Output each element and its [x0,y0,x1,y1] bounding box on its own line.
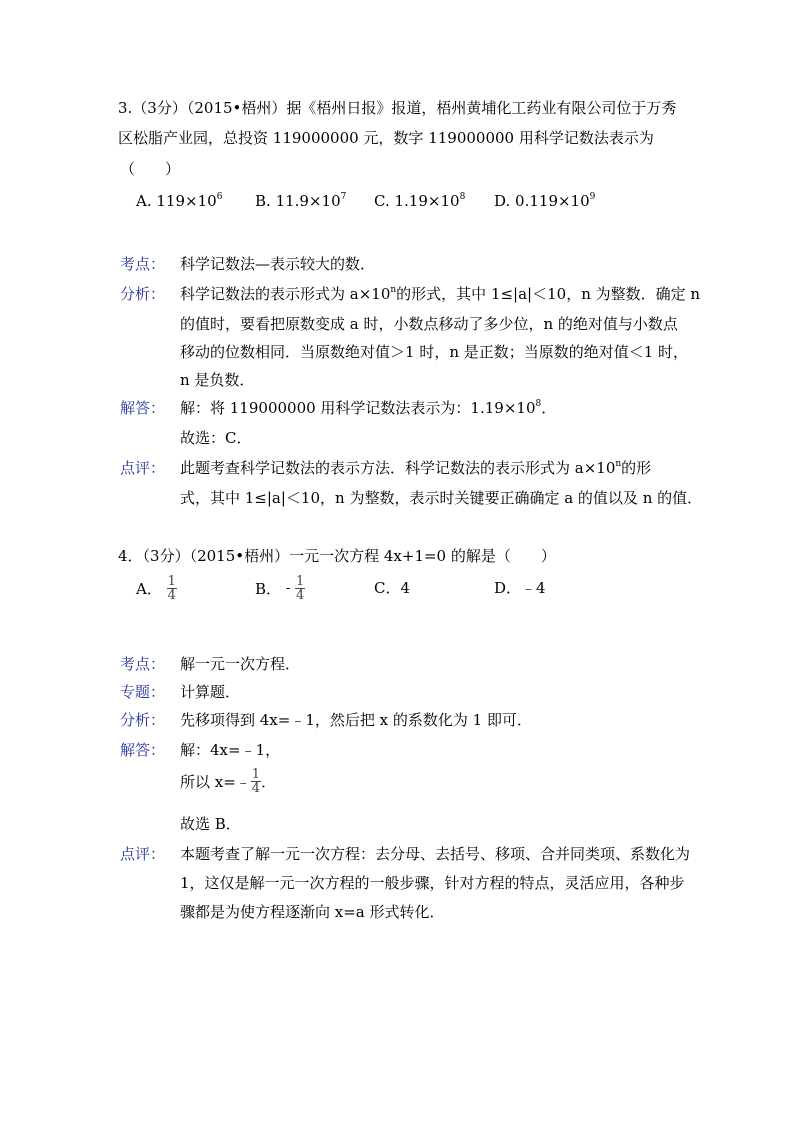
q3-option-b-letter: B. [255,192,271,210]
q4-jieda-line2-b: ． [261,773,277,791]
q3-jieda-line1-b: ． [541,399,557,417]
q4-jieda-fraction [251,768,261,795]
q3-fenxi-line4: n 是负数． [180,371,255,389]
q4-option-b-fraction [295,575,305,602]
q4-jieda-line2-a: 所以 x=﹣ [180,773,251,791]
q4-option-b-letter: B． [255,580,282,598]
q3-jieda-line1 [180,398,556,418]
q4-option-b-denominator: 4 [296,588,305,603]
q3-option-b [255,191,346,211]
q4-option-a-denominator: 4 [167,588,176,603]
q4-dianping-label: 点评： [120,845,166,863]
q3-option-a-letter: A. [136,192,152,210]
q3-fenxi-line1-b: 的形式，其中 1≤|a|＜10，n 为整数．确定 n [396,285,701,303]
q3-fenxi-line1-a: 科学记数法的表示形式为 a×10 [180,285,391,303]
q3-option-d-exp: 9 [589,192,596,202]
q3-option-d-base: 0.119×10 [515,192,590,210]
q3-fenxi-line1 [180,284,700,304]
q4-jieda-denominator: 4 [251,781,261,796]
q4-jieda-numerator: 1 [251,767,261,782]
q3-fenxi-label: 分析： [120,285,166,303]
q4-option-b-numerator: 1 [296,574,305,589]
q4-stem: 4．（3分）（2015•梧州）一元一次方程 4x+1=0 的解是（ ） [118,547,556,565]
q3-option-d-letter: D. [494,192,511,210]
q3-kaodian-label: 考点： [120,255,166,273]
q4-jieda-label: 解答： [120,741,166,759]
q3-dianping-line1-a: 此题考查科学记数法的表示方法．科学记数法的表示形式为 a×10 [180,459,616,477]
q3-option-b-base: 11.9×10 [275,192,341,210]
q3-option-a-base: 119×10 [156,192,217,210]
q3-option-a [136,191,222,211]
q3-dianping-line1-sup: n [615,459,622,469]
q3-fenxi-line3: 移动的位数相同．当原数绝对值＞1 时，n 是正数；当原数的绝对值＜1 时， [180,343,689,361]
q3-dianping-line1-b: 的形 [621,459,652,477]
q4-fenxi-label: 分析： [120,711,166,729]
q3-dianping-label: 点评： [120,459,166,477]
q4-option-a-numerator: 1 [167,574,176,589]
q3-fenxi-line1-sup: n [390,285,397,295]
q3-dianping-line2: 式，其中 1≤|a|＜10，n 为整数，表示时关键要正确确定 a 的值以及 n 的值． [180,489,703,507]
q3-option-b-exp: 7 [340,192,347,202]
q3-option-c [374,191,465,211]
q4-zhuanti-text: 计算题． [180,683,241,701]
q4-option-d: D．﹣4 [494,579,546,597]
q4-option-b [255,575,305,611]
q4-kaodian-label: 考点： [120,655,166,673]
q4-dianping-line3: 骤都是为使方程逐渐向 x=a 形式转化． [180,903,445,921]
q4-jieda-line3: 故选 B． [180,815,241,833]
q4-fenxi-text: 先移项得到 4x=﹣1，然后把 x 的系数化为 1 即可． [180,711,532,729]
q3-option-c-letter: C. [374,192,390,210]
q4-option-c: C．4 [374,579,411,597]
q3-option-c-exp: 8 [459,192,466,202]
q3-jieda-line2: 故选：C． [180,429,252,447]
q4-option-a-letter: A． [136,580,162,598]
q3-jieda-label: 解答： [120,399,166,417]
q4-dianping-line1: 本题考查了解一元一次方程：去分母、去括号、移项、合并同类项、系数化为 [180,845,691,863]
q4-zhuanti-label: 专题： [120,683,166,701]
q3-fenxi-line2: 的值时，要看把原数变成 a 时，小数点移动了多少位，n 的绝对值与小数点 [180,315,678,333]
q4-option-b-sign: - [285,581,291,596]
q3-option-a-exp: 6 [216,192,223,202]
q3-option-d [494,191,595,211]
q4-dianping-line2: 1，这仅是解一元一次方程的一般步骤，针对方程的特点，灵活应用，各种步 [180,874,685,892]
q4-jieda-line1: 解：4x=﹣1， [180,741,281,759]
q4-option-a [136,575,177,611]
q3-kaodian-text: 科学记数法—表示较大的数． [180,255,376,273]
q4-kaodian-text: 解一元一次方程． [180,655,301,673]
q4-jieda-line2 [180,768,276,804]
q3-jieda-line1-sup: 8 [535,399,542,409]
q4-option-a-fraction [167,575,177,602]
q3-dianping-line1 [180,458,651,478]
q3-option-c-base: 1.19×10 [394,192,460,210]
q3-stem-line1: 3.（3分）（2015•梧州）据《梧州日报》报道，梧州黄埔化工药业有限公司位于万秀 [118,99,677,117]
q3-stem-line3: （ ） [120,160,181,178]
q3-stem-line2: 区松脂产业园，总投资 119000000 元，数字 119000000 用科学记数法表示为 [118,129,654,147]
q3-jieda-line1-a: 解：将 119000000 用科学记数法表示为：1.19×10 [180,399,536,417]
